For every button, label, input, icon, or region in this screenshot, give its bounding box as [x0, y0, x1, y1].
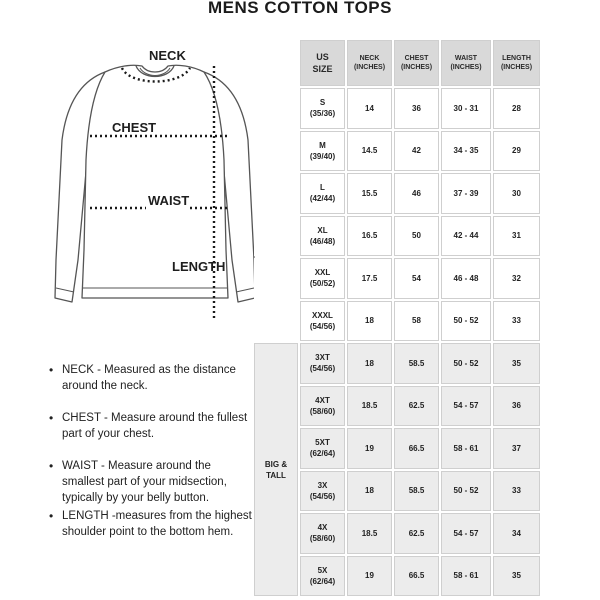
waist-cell: 37 - 39: [441, 173, 491, 214]
size-cell: XXXL (54/56): [300, 301, 345, 342]
waist-cell: 46 - 48: [441, 258, 491, 299]
table-row: [254, 88, 540, 129]
neck-cell: 14: [347, 88, 392, 129]
page-title: MENS COTTON TOPS: [207, 0, 392, 17]
waist-cell: 54 - 57: [441, 513, 491, 554]
header-waist: WAIST (INCHES): [441, 40, 491, 86]
neck-cell: 19: [347, 556, 392, 597]
note-neck: • NECK - Measured as the distance around the neck.: [62, 362, 252, 394]
shirt-measurement-diagram: [0, 30, 290, 330]
size-cell: 3XT (54/56): [300, 343, 345, 384]
size-cell: XL (46/48): [300, 216, 345, 257]
size-cell: 5XT (62/64): [300, 428, 345, 469]
neck-cell: 17.5: [347, 258, 392, 299]
table-header-row: [254, 40, 540, 86]
neck-cell: 18: [347, 301, 392, 342]
length-cell: 29: [493, 131, 540, 172]
chest-cell: 66.5: [394, 428, 439, 469]
size-chart-table: [252, 38, 542, 598]
chest-cell: 62.5: [394, 386, 439, 427]
length-cell: 37: [493, 428, 540, 469]
note-length: • LENGTH -measures from the highest shoulder point to the bottom hem.: [62, 508, 252, 540]
table-row: [254, 216, 540, 257]
neck-label: NECK: [149, 48, 186, 63]
chest-cell: 50: [394, 216, 439, 257]
neck-cell: 16.5: [347, 216, 392, 257]
note-chest: • CHEST - Measure around the fullest part of your chest.: [62, 410, 252, 442]
length-cell: 31: [493, 216, 540, 257]
length-cell: 28: [493, 88, 540, 129]
header-chest: CHEST (INCHES): [394, 40, 439, 86]
neck-cell: 18.5: [347, 386, 392, 427]
table-row: [254, 301, 540, 342]
neck-cell: 14.5: [347, 131, 392, 172]
size-cell: M (39/40): [300, 131, 345, 172]
table-row: [254, 131, 540, 172]
table-row: [254, 258, 540, 299]
table-row-big-tall: [254, 343, 540, 384]
note-waist: • WAIST - Measure around the smallest part of your midsection, typically by your belly button.: [62, 458, 252, 506]
chest-label: CHEST: [112, 120, 157, 135]
waist-cell: 54 - 57: [441, 386, 491, 427]
waist-cell: 58 - 61: [441, 556, 491, 597]
waist-cell: 50 - 52: [441, 301, 491, 342]
length-cell: 33: [493, 471, 540, 512]
length-cell: 30: [493, 173, 540, 214]
neck-cell: 18: [347, 471, 392, 512]
table-row: [254, 173, 540, 214]
length-cell: 36: [493, 386, 540, 427]
size-cell: 4X (58/60): [300, 513, 345, 554]
chest-cell: 58.5: [394, 343, 439, 384]
length-cell: 35: [493, 556, 540, 597]
chest-cell: 46: [394, 173, 439, 214]
length-cell: 32: [493, 258, 540, 299]
neck-cell: 18: [347, 343, 392, 384]
shirt-diagram-svg: [0, 30, 290, 330]
neck-cell: 18.5: [347, 513, 392, 554]
big-tall-label: BIG & TALL: [254, 343, 298, 596]
waist-cell: 50 - 52: [441, 343, 491, 384]
size-cell: XXL (50/52): [300, 258, 345, 299]
size-cell: S (35/36): [300, 88, 345, 129]
waist-cell: 58 - 61: [441, 428, 491, 469]
chest-cell: 58: [394, 301, 439, 342]
chest-cell: 66.5: [394, 556, 439, 597]
header-us-size: US SIZE: [300, 40, 345, 86]
size-cell: L (42/44): [300, 173, 345, 214]
length-cell: 33: [493, 301, 540, 342]
waist-cell: 34 - 35: [441, 131, 491, 172]
waist-label: WAIST: [148, 193, 190, 208]
chest-cell: 62.5: [394, 513, 439, 554]
measurement-notes: [62, 362, 252, 556]
waist-cell: 42 - 44: [441, 216, 491, 257]
chest-cell: 54: [394, 258, 439, 299]
size-cell: 4XT (58/60): [300, 386, 345, 427]
neck-cell: 19: [347, 428, 392, 469]
size-cell: 3X (54/56): [300, 471, 345, 512]
header-neck: NECK (INCHES): [347, 40, 392, 86]
size-cell: 5X (62/64): [300, 556, 345, 597]
length-cell: 34: [493, 513, 540, 554]
header-spacer: [254, 40, 298, 86]
length-label: LENGTH: [172, 259, 226, 274]
chest-cell: 42: [394, 131, 439, 172]
chest-cell: 58.5: [394, 471, 439, 512]
waist-cell: 30 - 31: [441, 88, 491, 129]
header-length: LENGTH (INCHES): [493, 40, 540, 86]
length-cell: 35: [493, 343, 540, 384]
chest-cell: 36: [394, 88, 439, 129]
waist-cell: 50 - 52: [441, 471, 491, 512]
neck-cell: 15.5: [347, 173, 392, 214]
